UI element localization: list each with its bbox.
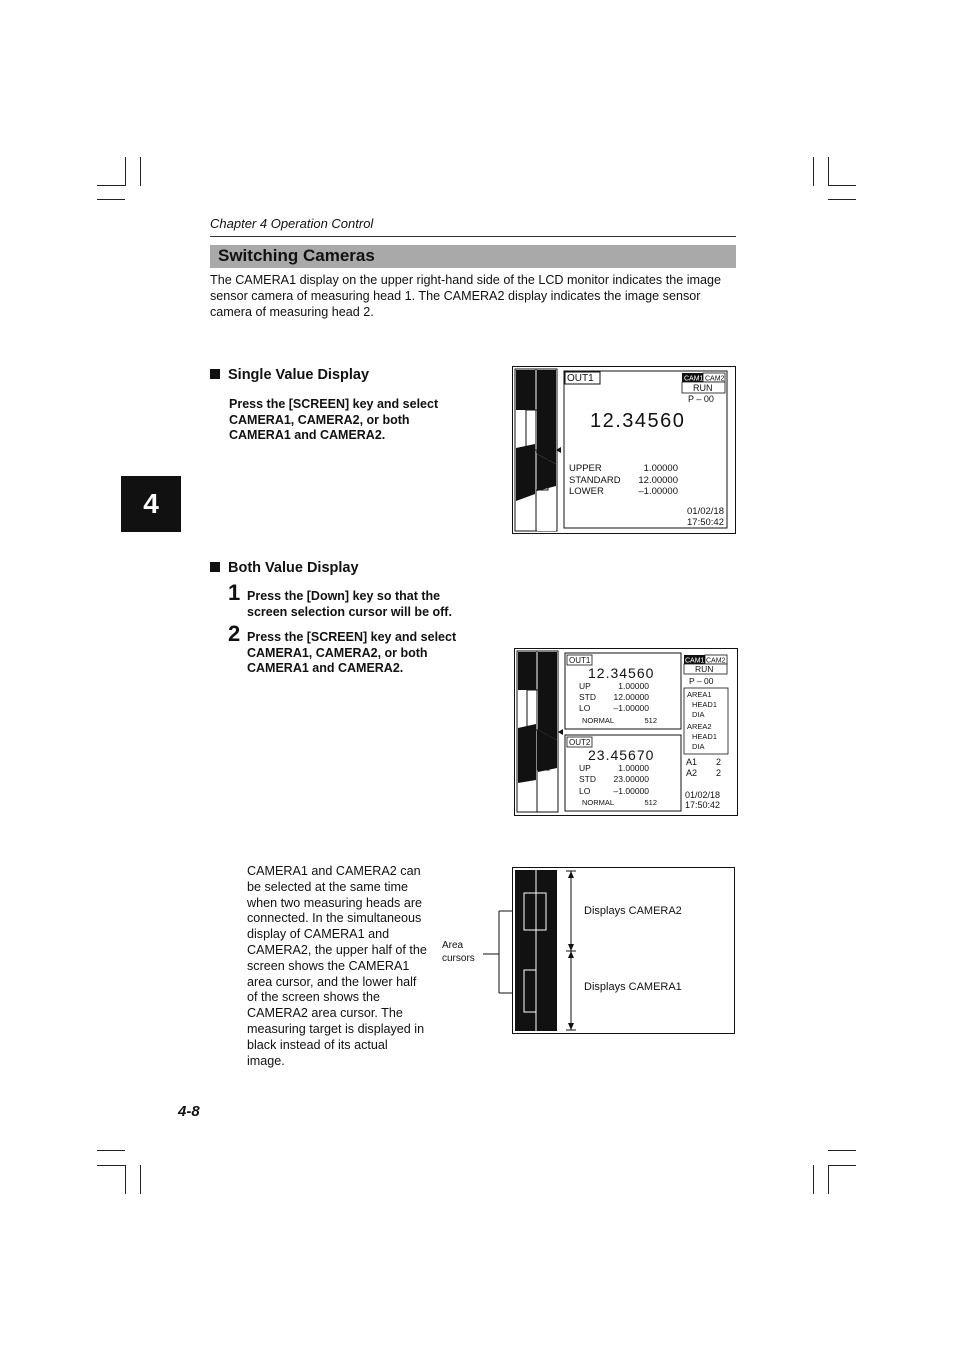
- up-value-1: 1.00000: [618, 681, 649, 691]
- lo-label: LO: [579, 703, 591, 713]
- run-status: RUN: [693, 383, 713, 393]
- standard-label: STANDARD: [569, 475, 621, 486]
- date: 01/02/18: [687, 506, 724, 517]
- area1-dia: DIA: [692, 710, 705, 719]
- chapter-header: Chapter 4 Operation Control: [210, 216, 374, 231]
- out2-label: OUT2: [569, 738, 591, 747]
- square-bullet-icon: [210, 562, 220, 572]
- cam2-badge: CAM2: [706, 657, 726, 665]
- crop-mark: [140, 157, 141, 186]
- a2-value: 2: [715, 768, 721, 778]
- cam1-badge: CAM1: [685, 657, 705, 665]
- crop-mark: [828, 185, 856, 186]
- std-label: STD: [579, 774, 596, 784]
- crop-mark: [125, 157, 126, 186]
- both-heading: Both Value Display: [210, 560, 359, 576]
- crop-mark: [97, 185, 125, 186]
- crop-mark: [828, 199, 856, 200]
- count-2: 512: [644, 798, 657, 807]
- cam2-badge: CAM2: [705, 375, 725, 383]
- up-value-2: 1.00000: [618, 763, 649, 773]
- area1-label: AREA1: [687, 690, 712, 699]
- up-label: UP: [579, 681, 591, 691]
- time: 17:50:42: [687, 517, 724, 528]
- a1-label: A1: [686, 757, 698, 767]
- count-1: 512: [644, 716, 657, 725]
- lcd-screen-both: [514, 648, 739, 817]
- crop-mark: [97, 1150, 125, 1151]
- mode-1: NORMAL: [582, 716, 615, 725]
- standard-value: 12.00000: [638, 475, 678, 486]
- chapter-tab: 4: [121, 476, 181, 532]
- upper-value: 1.00000: [643, 463, 678, 474]
- crop-mark: [828, 1165, 829, 1194]
- crop-mark: [813, 157, 814, 186]
- single-instruction: Press the [SCREEN] key and select CAMERA1, CAMERA2, or both CAMERA1 and CAMERA2.: [229, 397, 439, 442]
- program-number: P – 00: [688, 394, 714, 404]
- program-number: P – 00: [689, 676, 714, 686]
- area-label: Area: [442, 940, 464, 951]
- section-title-bar: [210, 245, 736, 268]
- upper-label: UPPER: [569, 463, 602, 474]
- lcd-screen-single: [512, 366, 736, 534]
- time: 17:50:42: [685, 800, 721, 810]
- run-status: RUN: [695, 664, 714, 674]
- a1-value: 2: [715, 757, 721, 767]
- lo-value-1: –1.00000: [613, 703, 649, 713]
- value-1: 12.34560: [588, 665, 655, 681]
- section-title: Switching Cameras: [218, 246, 375, 265]
- header-rule: [210, 236, 736, 237]
- area2-head: HEAD1: [692, 732, 718, 741]
- section-intro: The CAMERA1 display on the upper right-hand side of the LCD monitor indicates the image sensor camera of measuring head 1. The CAMERA2 display indicates the image sensor camera of measuring head 2.: [210, 273, 722, 319]
- crop-mark: [828, 1150, 856, 1151]
- step-1-text: Press the [Down] key so that the screen selection cursor will be off.: [247, 589, 452, 619]
- a2-label: A2: [686, 768, 698, 778]
- lower-value: –1.00000: [638, 486, 678, 497]
- area2-label: AREA2: [687, 722, 712, 731]
- std-value-1: 12.00000: [613, 692, 649, 702]
- lo-label: LO: [579, 786, 591, 796]
- displays-camera2-label: Displays CAMERA2: [584, 905, 682, 917]
- area-cursor-diagram: [440, 866, 738, 1036]
- crop-mark: [97, 1165, 125, 1166]
- crop-mark: [813, 1165, 814, 1194]
- single-heading: Single Value Display: [210, 367, 369, 383]
- out-label: OUT1: [567, 373, 594, 384]
- cam1-badge: CAM1: [684, 375, 704, 383]
- square-bullet-icon: [210, 369, 220, 379]
- crop-mark: [125, 1165, 126, 1194]
- crop-mark: [828, 157, 829, 186]
- note-text: CAMERA1 and CAMERA2 can be selected at the same time when two measuring heads are connected. In the simultaneous display of CAMERA1 and CAMERA2, the upper half of the screen shows the CAMERA1 area cursor, and the lower half of the screen shows the CAMERA2 area cursor. The measuring target is displayed in black instead of its actual image.: [247, 864, 427, 1068]
- crop-mark: [140, 1165, 141, 1194]
- std-label: STD: [579, 692, 596, 702]
- mode-2: NORMAL: [582, 798, 615, 807]
- step-number: 2: [228, 621, 241, 646]
- std-value-2: 23.00000: [613, 774, 649, 784]
- up-label: UP: [579, 763, 591, 773]
- step-number: 1: [228, 580, 241, 605]
- crop-mark: [828, 1165, 856, 1166]
- step-2-text: Press the [SCREEN] key and select CAMERA1, CAMERA2, or both CAMERA1 and CAMERA2.: [247, 630, 457, 675]
- out1-label: OUT1: [569, 656, 591, 665]
- area1-head: HEAD1: [692, 700, 718, 709]
- value-2: 23.45670: [588, 747, 655, 763]
- date: 01/02/18: [685, 790, 721, 800]
- displays-camera1-label: Displays CAMERA1: [584, 981, 682, 993]
- lo-value-2: –1.00000: [613, 786, 649, 796]
- page-number: 4-8: [178, 1103, 200, 1120]
- area2-dia: DIA: [692, 742, 705, 751]
- lower-label: LOWER: [569, 486, 604, 497]
- cursors-label: cursors: [442, 953, 475, 964]
- measured-value: 12.34560: [590, 410, 686, 432]
- crop-mark: [97, 199, 125, 200]
